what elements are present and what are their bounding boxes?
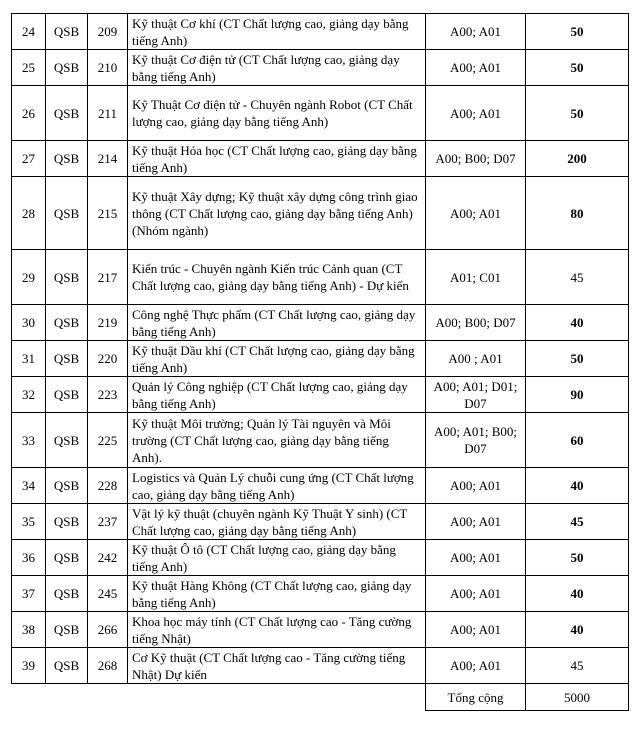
school-code: QSB [46,177,88,250]
major-code: 211 [88,86,128,141]
major-code: 268 [88,648,128,684]
table-body [12,14,629,684]
program-name: Kỹ thuật Dầu khí (CT Chất lượng cao, giảng dạy bằng tiếng Anh) [128,341,426,377]
program-name: Kỹ thuật Hàng Không (CT Chất lượng cao, giảng dạy bằng tiếng Anh) [128,576,426,612]
major-code: 225 [88,413,128,468]
program-name: Công nghệ Thực phẩm (CT Chất lượng cao, giảng dạy bằng tiếng Anh) [128,305,426,341]
program-name: Kỹ Thuật Cơ điện tử - Chuyên ngành Robot (CT Chất lượng cao, giảng dạy bằng tiếng Anh) [128,86,426,141]
quota: 90 [526,377,629,413]
major-code: 209 [88,14,128,50]
school-code: QSB [46,468,88,504]
row-number: 33 [12,413,46,468]
row-number: 39 [12,648,46,684]
subject-combinations: A00; A01; B00; D07 [426,413,526,468]
quota: 50 [526,341,629,377]
table-row [12,413,629,468]
school-code: QSB [46,341,88,377]
row-number: 32 [12,377,46,413]
quota: 50 [526,540,629,576]
table-row [12,14,629,50]
subject-combinations: A00; A01 [426,86,526,141]
school-code: QSB [46,576,88,612]
major-code: 223 [88,377,128,413]
row-number: 36 [12,540,46,576]
subject-combinations: A00; A01 [426,14,526,50]
row-number: 31 [12,341,46,377]
program-name: Kỹ thuật Môi trường; Quản lý Tài nguyên và Môi trường (CT Chất lượng cao, giảng dạy bằng tiếng Anh). [128,413,426,468]
quota: 60 [526,413,629,468]
table-row [12,141,629,177]
subject-combinations: A00; A01 [426,576,526,612]
program-name: Kỹ thuật Cơ khí (CT Chất lượng cao, giảng dạy bằng tiếng Anh) [128,14,426,50]
program-name: Kỹ thuật Ô tô (CT Chất lượng cao, giảng dạy bằng tiếng Anh) [128,540,426,576]
quota: 40 [526,468,629,504]
quota: 45 [526,250,629,305]
school-code: QSB [46,141,88,177]
row-number: 37 [12,576,46,612]
program-name: Logistics và Quản Lý chuỗi cung ứng (CT Chất lượng cao, giảng dạy bằng tiếng Anh) [128,468,426,504]
table-row [12,250,629,305]
table-row [12,612,629,648]
row-number: 38 [12,612,46,648]
program-name: Kiến trúc - Chuyên ngành Kiến trúc Cảnh quan (CT Chất lượng cao, giảng dạy bằng tiếng Anh) - Dự kiến [128,250,426,305]
major-code: 217 [88,250,128,305]
table-row [12,377,629,413]
school-code: QSB [46,305,88,341]
subject-combinations: A00; A01 [426,50,526,86]
school-code: QSB [46,612,88,648]
row-number: 30 [12,305,46,341]
program-name: Quản lý Công nghiệp (CT Chất lượng cao, giảng dạy bằng tiếng Anh) [128,377,426,413]
major-code: 215 [88,177,128,250]
table-footer [12,684,629,711]
major-code: 242 [88,540,128,576]
total-value: 5000 [526,684,629,711]
school-code: QSB [46,504,88,540]
school-code: QSB [46,648,88,684]
total-spacer [12,684,426,711]
row-number: 25 [12,50,46,86]
quota: 50 [526,86,629,141]
program-name: Cơ Kỹ thuật (CT Chất lượng cao - Tăng cường tiếng Nhật) Dự kiến [128,648,426,684]
subject-combinations: A00; A01 [426,648,526,684]
table-row [12,305,629,341]
table-row [12,504,629,540]
quota: 50 [526,14,629,50]
row-number: 24 [12,14,46,50]
row-number: 35 [12,504,46,540]
major-code: 210 [88,50,128,86]
school-code: QSB [46,540,88,576]
school-code: QSB [46,413,88,468]
table-row [12,648,629,684]
subject-combinations: A00; A01; D01; D07 [426,377,526,413]
subject-combinations: A00; A01 [426,540,526,576]
major-code: 228 [88,468,128,504]
quota: 80 [526,177,629,250]
row-number: 28 [12,177,46,250]
program-name: Kỹ thuật Xây dựng; Kỹ thuật xây dựng công trình giao thông (CT Chất lượng cao, giảng dạy bằng tiếng Anh) (Nhóm ngành) [128,177,426,250]
row-number: 34 [12,468,46,504]
quota: 40 [526,305,629,341]
major-code: 245 [88,576,128,612]
table-row [12,468,629,504]
table-row [12,86,629,141]
program-name: Vật lý kỹ thuật (chuyên ngành Kỹ Thuật Y sinh) (CT Chất lượng cao, giảng dạy bằng tiếng Anh) [128,504,426,540]
table-row [12,177,629,250]
subject-combinations: A00; B00; D07 [426,141,526,177]
row-number: 26 [12,86,46,141]
subject-combinations: A00; A01 [426,177,526,250]
major-code: 266 [88,612,128,648]
table-row [12,576,629,612]
major-code: 237 [88,504,128,540]
table-row [12,50,629,86]
subject-combinations: A00; A01 [426,612,526,648]
major-code: 214 [88,141,128,177]
subject-combinations: A00 ; A01 [426,341,526,377]
table-row [12,341,629,377]
quota: 45 [526,648,629,684]
row-number: 29 [12,250,46,305]
program-name: Kỹ thuật Hóa học (CT Chất lượng cao, giảng dạy bằng tiếng Anh) [128,141,426,177]
subject-combinations: A00; A01 [426,504,526,540]
major-code: 220 [88,341,128,377]
quota: 200 [526,141,629,177]
subject-combinations: A00; B00; D07 [426,305,526,341]
quota: 50 [526,50,629,86]
subject-combinations: A01; C01 [426,250,526,305]
program-name: Kỹ thuật Cơ điện tử (CT Chất lượng cao, giảng dạy bằng tiếng Anh) [128,50,426,86]
total-label: Tổng cộng [426,684,526,711]
school-code: QSB [46,377,88,413]
row-number: 27 [12,141,46,177]
school-code: QSB [46,50,88,86]
school-code: QSB [46,86,88,141]
school-code: QSB [46,250,88,305]
major-code: 219 [88,305,128,341]
quota: 40 [526,612,629,648]
admissions-table [11,13,629,711]
quota: 40 [526,576,629,612]
subject-combinations: A00; A01 [426,468,526,504]
school-code: QSB [46,14,88,50]
table-row [12,540,629,576]
quota: 45 [526,504,629,540]
program-name: Khoa học máy tính (CT Chất lượng cao - Tăng cường tiếng Nhật) [128,612,426,648]
total-row [12,684,629,711]
